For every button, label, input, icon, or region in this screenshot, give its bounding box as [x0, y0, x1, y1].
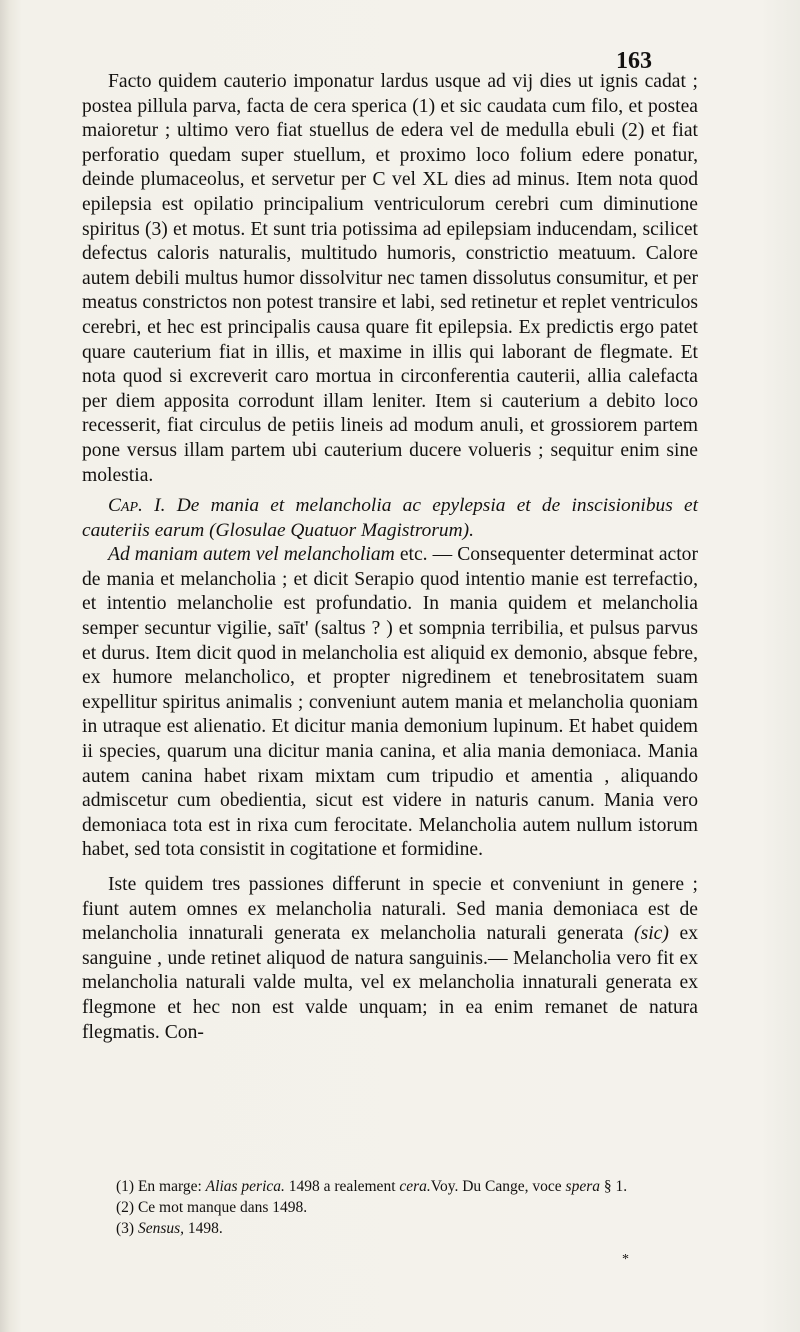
chapter-label: Cap. I.	[108, 495, 166, 517]
main-text	[82, 70, 698, 1045]
footnote-1-end: Voy. Du Cange, voce	[430, 1178, 566, 1195]
chapter-title: De mania et melancholia ac epylepsia et de inscisionibus et cauteriis earum (Glosulae Quatuor Magistrorum).	[82, 495, 699, 541]
paragraph-mania-text: etc. — Consequenter determinat actor de mania et melancholia ; et dicit Serapio quod intentio manie est terrefactio, et intentio melancholie est profundatio. In mania quidem et melancholia semper secuntur vigilie, saīt' (saltus ? ) et sompnia terribilia, et pulsus parvus et durus. Item dicit quod in melancholia est aliquid ex demonio, absque febre, ex humore melancholico, et propter nigredinem et tenebrositatem suam expellitur spiritus animalis ; conveniunt autem mania et melancholia quoniam in utraque est alienatio. Et dicitur mania demonium lupinum. Et habet quidem ii species, quarum una dicitur mania canina, et alia mania demoniaca. Mania autem canina habet rixam mixtam cum tripudio et amentia , aliquando admiscetur cum obedientia, sicut est videre in naturis canum. Mania vero demoniaca tota est in rixa cum ferocitate. Melancholia autem nullum istorum habet, sed tota consistit in cogitatione et formidine.	[82, 544, 698, 861]
footnote-1-mid: 1498 a realement	[284, 1178, 400, 1195]
paragraph-passiones-text-b: ex sanguine , unde retinet aliquod de natura sanguinis.— Melancholia vero fit ex melancholia naturali valde multa, vel ex melancholia innaturali generata ex flegmone et hec non est valde unquam; in ea enim remanet de natura flegmatis. Con-	[82, 923, 698, 1043]
footnotes	[108, 1176, 708, 1239]
footnote-3	[108, 1218, 708, 1239]
paragraph-passiones	[82, 873, 698, 1045]
footnote-3-tail: 1498.	[184, 1220, 223, 1237]
footnote-1-prefix: (1) En marge:	[116, 1178, 206, 1195]
page-number: 163	[616, 48, 652, 74]
paragraph-passiones-text-a: Iste quidem tres passiones differunt in specie et conveniunt in genere ; fiunt autem omnes ex melancholia naturali. Sed mania demoniaca est de melancholia innaturali generata ex melancholia naturali generata	[82, 874, 698, 945]
chapter-heading	[82, 494, 698, 543]
paragraph-cautery: Facto quidem cauterio imponatur lardus usque ad vij dies ut ignis cadat ; postea pillula parva, facta de cera sperica (1) et sic caudata cum filo, et postea maioretur ; ultimo vero fiat stuellus de edera vel de medulla ebuli (2) et fiat perforatio quedam super stuellum, et proximo loco folium edere ponatur, deinde plumaceolus, et servetur per C vel XL dies ad minus. Item nota quod epilepsia est opilatio principalium ventriculorum cerebri cum diminutione spiritus (3) et motus. Et sunt tria potissima ad epilepsiam inducendam, scilicet defectus caloris naturalis, multitudo humoris, constrictio meatuum. Calore autem debili multus humor dissolvitur nec tamen dissolutus consumitur, et per meatus constrictos non potest transire et labi, sed retinetur et replet ventriculos cerebri, et hec est principalis causa quare fit epilepsia. Ex predictis ergo patet quare cauterium fiat in illis, et maxime in illis qui laborant de flegmate. Et nota quod si excreverit caro mortua in circonferentia cauterii, allia calefacta per diem apposita corrodunt illam leniter. Item si cauterium a debito loco recesserit, fiat circulus de petiis lineis ad modum anuli, et grossiorem partem pone versus illam partem ubi cauterium ducere volueris ; sequitur enim sine molestia.	[82, 71, 698, 486]
sic-note: (sic)	[634, 923, 669, 945]
footnote-2: (2) Ce mot manque dans 1498.	[116, 1199, 308, 1216]
paragraph-mania	[82, 543, 698, 863]
footnote-3-prefix: (3)	[116, 1220, 138, 1237]
footnote-1-alias: Alias perica.	[205, 1178, 285, 1195]
footnote-1-spera: spera	[565, 1178, 600, 1195]
signature-mark: *	[622, 1252, 629, 1267]
lemma-italic: Ad maniam autem vel melancholiam	[108, 544, 395, 566]
footnote-3-italic: Sensus,	[137, 1220, 185, 1237]
footnote-1	[108, 1176, 708, 1197]
footnote-1-cera: cera.	[399, 1178, 431, 1195]
footnote-1-tail: § 1.	[600, 1178, 628, 1195]
